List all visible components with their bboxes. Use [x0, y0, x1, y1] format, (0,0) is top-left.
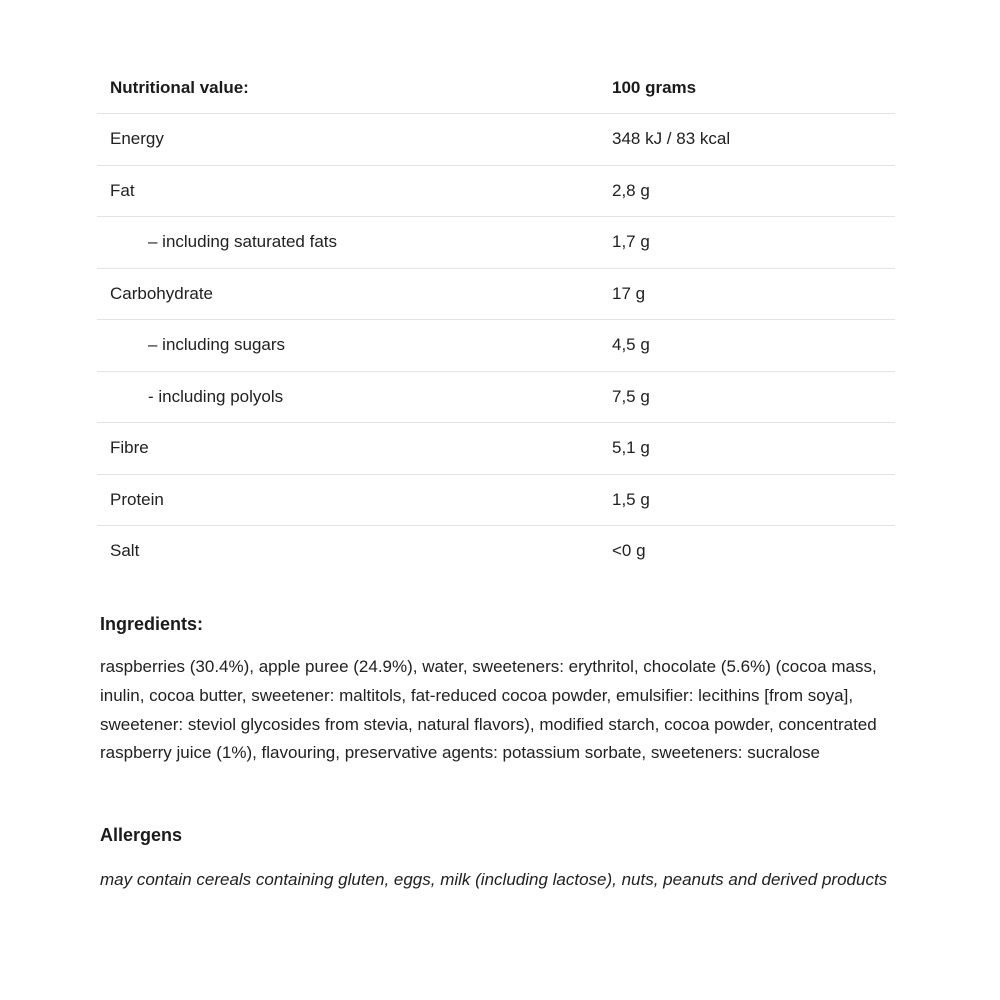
row-value: 1,7 g [612, 232, 650, 252]
row-value: 2,8 g [612, 180, 650, 200]
table-row-energy [97, 114, 895, 166]
table-row-salt [97, 526, 895, 577]
row-value: 348 kJ / 83 kcal [612, 129, 731, 149]
row-value: 5,1 g [612, 438, 650, 458]
table-row-protein [97, 475, 895, 527]
row-label: Energy [110, 129, 164, 149]
table-row-fibre [97, 423, 895, 475]
ingredients-text: raspberries (30.4%), apple puree (24.9%), water, sweeteners: erythritol, chocolate (5.6%) (cocoa mass, inulin, cocoa butter, sweetener: maltitols, fat-reduced cocoa powder, emulsifier: lecithins [from soya], sweetener: steviol glycosides from stevia, natural flavors), modified starch, cocoa powder, concentrated raspberry juice (1%), flavouring, preservative agents: potassium sorbate, sweeteners: sucralose [100, 657, 877, 763]
table-row-saturated-fats [97, 217, 895, 269]
nutrition-table [97, 63, 895, 577]
allergens-text: may contain cereals containing gluten, eggs, milk (including lactose), nuts, peanuts and derived products [100, 870, 888, 889]
row-label: Fibre [110, 438, 149, 458]
row-label: - including polyols [148, 386, 284, 406]
row-value: 4,5 g [612, 335, 650, 355]
allergens-heading: Allergens [100, 825, 183, 845]
table-header-row [97, 63, 895, 114]
row-label: Fat [110, 180, 135, 200]
ingredients-heading: Ingredients: [100, 614, 204, 634]
table-header-value: 100 grams [612, 77, 697, 97]
row-value: <0 g [612, 541, 646, 561]
table-row-carbohydrate [97, 269, 895, 321]
row-label: Protein [110, 489, 164, 509]
ingredients-section [100, 612, 896, 768]
row-value: 17 g [612, 283, 646, 303]
row-value: 1,5 g [612, 489, 650, 509]
table-row-polyols [97, 372, 895, 424]
row-label: – including sugars [148, 335, 286, 355]
table-row-fat [97, 166, 895, 218]
table-header-label: Nutritional value: [110, 77, 249, 97]
allergens-section [100, 823, 896, 894]
row-value: 7,5 g [612, 386, 650, 406]
table-row-sugars [97, 320, 895, 372]
row-label: – including saturated fats [148, 232, 338, 252]
row-label: Carbohydrate [110, 283, 214, 303]
row-label: Salt [110, 541, 140, 561]
